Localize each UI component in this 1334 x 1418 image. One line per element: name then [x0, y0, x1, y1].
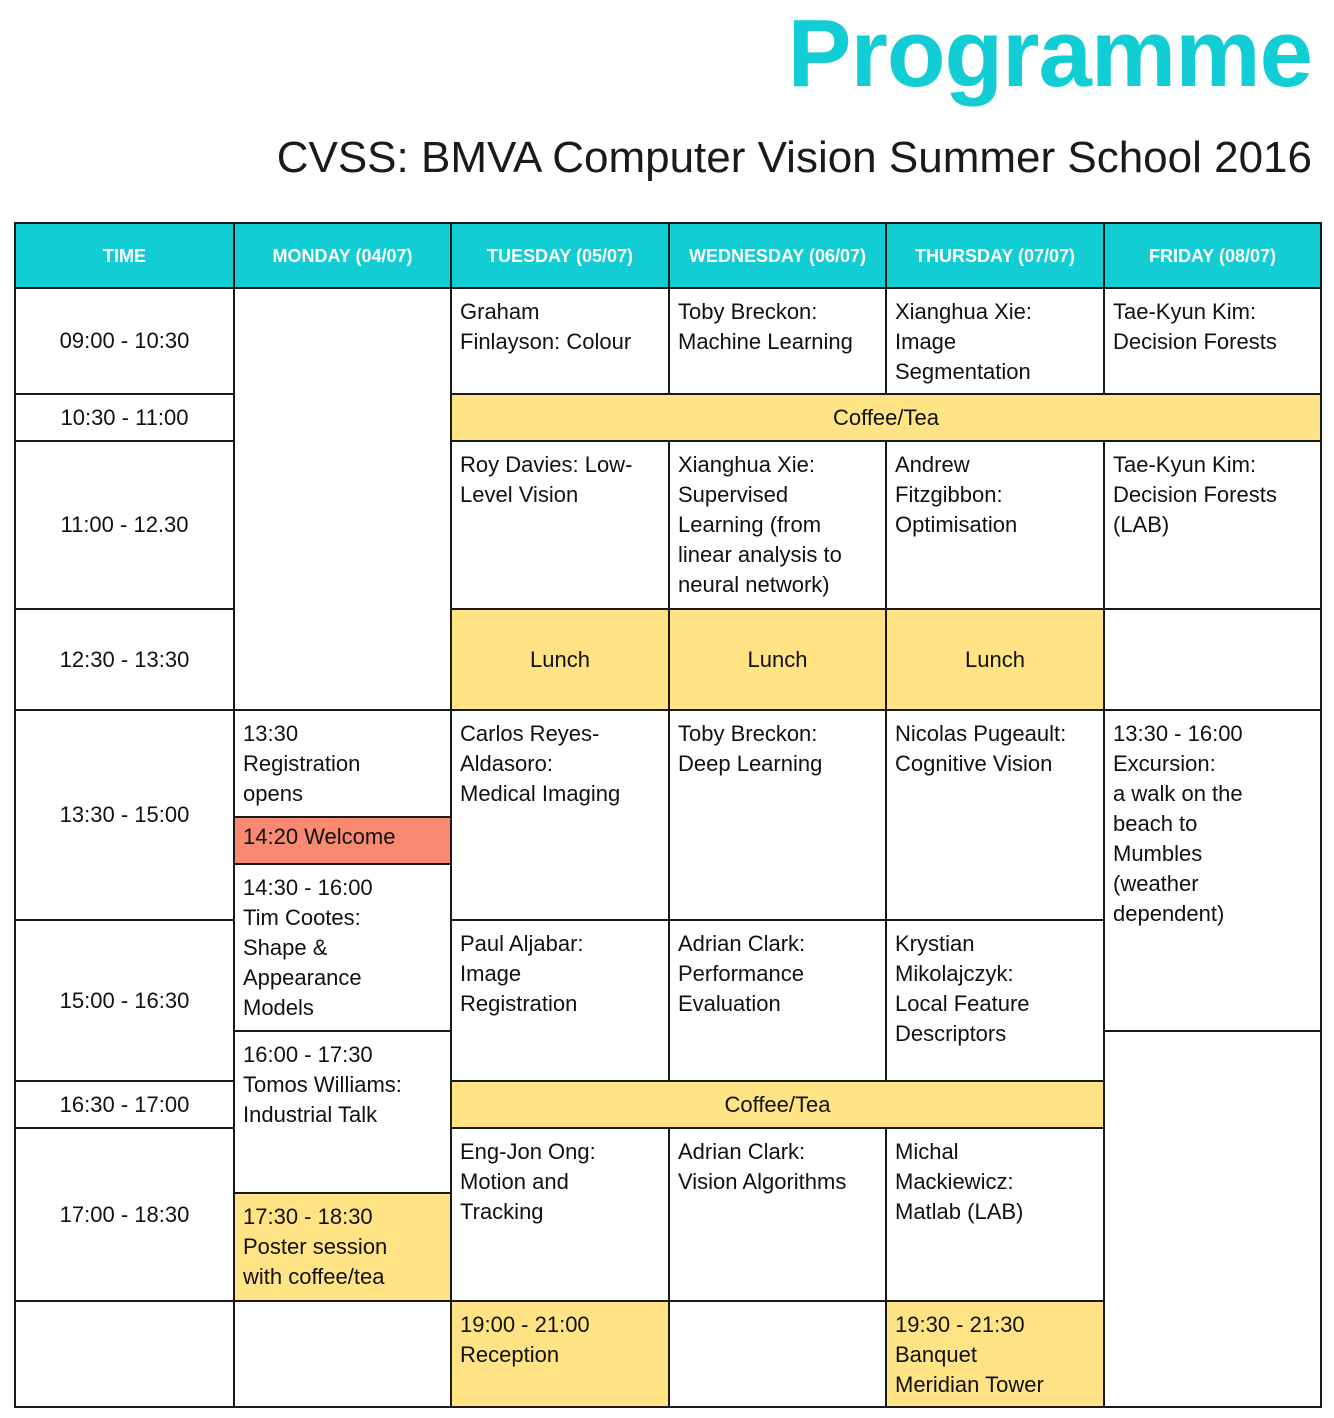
tuesday-session-5 [450, 1127, 670, 1302]
time-slot [14, 393, 235, 442]
time-slot [14, 1127, 235, 1302]
tuesday-session-4 [450, 919, 670, 1082]
thursday-lunch-text: Lunch [965, 646, 1025, 672]
thursday-session-1-text: Xianghua Xie: Image Segmentation [895, 299, 1032, 384]
thursday-session-1 [885, 287, 1105, 395]
thursday-lunch [885, 608, 1105, 711]
monday-registration-text: 13:30 Registration opens [243, 721, 361, 806]
time-slot [14, 287, 235, 395]
thursday-banquet [885, 1300, 1105, 1408]
thursday-session-5 [885, 1127, 1105, 1302]
time-slot-text: 15:00 - 16:30 [59, 987, 190, 1013]
wednesday-session-1-text: Toby Breckon: Machine Learning [678, 299, 853, 354]
wednesday-session-4-text: Adrian Clark: Performance Evaluation [678, 931, 806, 1016]
thursday-session-3-text: Nicolas Pugeault: Cognitive Vision [895, 721, 1067, 776]
friday-session-2-text: Tae-Kyun Kim: Decision Forests (LAB) [1113, 452, 1277, 537]
monday-poster-session [233, 1192, 452, 1302]
tuesday-session-2-text: Roy Davies: Low- Level Vision [460, 452, 633, 507]
wednesday-session-5-text: Adrian Clark: Vision Algorithms [678, 1139, 847, 1194]
thursday-session-5-text: Michal Mackiewicz: Matlab (LAB) [895, 1139, 1024, 1224]
time-slot [14, 709, 235, 921]
time-slot [14, 1080, 235, 1129]
wednesday-session-4 [668, 919, 887, 1082]
time-slot-empty [14, 1300, 235, 1408]
header-time-text: TIME [103, 245, 146, 266]
wednesday-session-3 [668, 709, 887, 921]
friday-session-1 [1103, 287, 1322, 395]
friday-excursion-text: 13:30 - 16:00 Excursion: a walk on the beach to Mumbles (weather dependent) [1113, 721, 1243, 926]
thursday-session-4 [885, 919, 1105, 1082]
monday-welcome [233, 816, 452, 865]
monday-empty-evening [233, 1300, 452, 1408]
wednesday-session-5 [668, 1127, 887, 1302]
header-thursday-text: THURSDAY (07/07) [914, 245, 1076, 266]
tuesday-session-1-text: Graham Finlayson: Colour [460, 299, 632, 354]
header-tuesday-text: TUESDAY (05/07) [486, 245, 634, 266]
monday-poster-session-text: 17:30 - 18:30 Poster session with coffee/tea [243, 1204, 388, 1289]
wednesday-session-2-text: Xianghua Xie: Supervised Learning (from linear analysis to neural network) [678, 452, 842, 597]
time-slot-text: 16:30 - 17:00 [59, 1091, 190, 1117]
time-slot-text: 12:30 - 13:30 [59, 646, 190, 672]
tuesday-session-2 [450, 440, 670, 610]
header-wednesday-text: WEDNESDAY (06/07) [688, 245, 867, 266]
tuesday-session-5-text: Eng-Jon Ong: Motion and Tracking [460, 1139, 596, 1224]
monday-cootes-text: 14:30 - 16:00 Tim Cootes: Shape & Appearance Models [243, 875, 373, 1020]
thursday-session-4-text: Krystian Mikolajczyk: Local Feature Descriptors [895, 931, 1030, 1046]
coffee-break-afternoon [450, 1080, 1105, 1129]
tuesday-session-4-text: Paul Aljabar: Image Registration [460, 931, 584, 1016]
tuesday-session-3-text: Carlos Reyes- Aldasoro: Medical Imaging [460, 721, 621, 806]
header-friday [1103, 222, 1322, 289]
wednesday-lunch-text: Lunch [747, 646, 808, 672]
time-slot-text: 13:30 - 15:00 [59, 802, 190, 827]
tuesday-reception-text: 19:00 - 21:00 Reception [460, 1312, 590, 1367]
coffee-break-morning [450, 393, 1322, 442]
tuesday-lunch-text: Lunch [530, 646, 590, 672]
tuesday-session-3 [450, 709, 670, 921]
friday-session-1-text: Tae-Kyun Kim: Decision Forests [1113, 299, 1277, 354]
header-friday-text: FRIDAY (08/07) [1148, 245, 1277, 266]
time-slot-text: 11:00 - 12.30 [60, 512, 189, 537]
tuesday-reception [450, 1300, 670, 1408]
thursday-banquet-text: 19:30 - 21:30 Banquet Meridian Tower [895, 1312, 1044, 1397]
page-subtitle: CVSS: BMVA Computer Vision Summer School 2016 [276, 133, 1312, 182]
thursday-session-3 [885, 709, 1105, 921]
friday-excursion [1103, 709, 1322, 1032]
wednesday-session-2 [668, 440, 887, 610]
coffee-break-morning-text: Coffee/Tea [832, 404, 939, 430]
coffee-break-afternoon-text: Coffee/Tea [724, 1091, 831, 1117]
time-slot [14, 440, 235, 610]
friday-empty-afternoon [1103, 1030, 1322, 1408]
wednesday-session-1 [668, 287, 887, 395]
header-wednesday [668, 222, 887, 289]
header-monday-text: MONDAY (04/07) [272, 245, 413, 266]
header-tuesday [450, 222, 670, 289]
wednesday-empty-evening [668, 1300, 887, 1408]
time-slot-text: 17:00 - 18:30 [59, 1201, 190, 1227]
time-slot [14, 608, 235, 711]
friday-session-2 [1103, 440, 1322, 610]
page-title: Programme [787, 0, 1312, 107]
tuesday-session-1 [450, 287, 670, 395]
tuesday-lunch [450, 608, 670, 711]
time-slot-text: 09:00 - 10:30 [59, 328, 190, 353]
monday-cootes [233, 863, 452, 1032]
header-monday [233, 222, 452, 289]
monday-williams [233, 1030, 452, 1194]
monday-williams-text: 16:00 - 17:30 Tomos Williams: Industrial Talk [243, 1042, 402, 1127]
time-slot-text: 10:30 - 11:00 [60, 404, 189, 430]
thursday-session-2 [885, 440, 1105, 610]
wednesday-lunch [668, 608, 887, 711]
time-slot [14, 919, 235, 1082]
friday-empty-lunch [1103, 608, 1322, 711]
wednesday-session-3-text: Toby Breckon: Deep Learning [678, 721, 823, 776]
header-thursday [885, 222, 1105, 289]
monday-welcome-text: 14:20 Welcome [243, 824, 396, 849]
monday-empty-morning [233, 287, 452, 711]
header-time [14, 222, 235, 289]
monday-registration [233, 709, 452, 818]
thursday-session-2-text: Andrew Fitzgibbon: Optimisation [895, 452, 1018, 537]
